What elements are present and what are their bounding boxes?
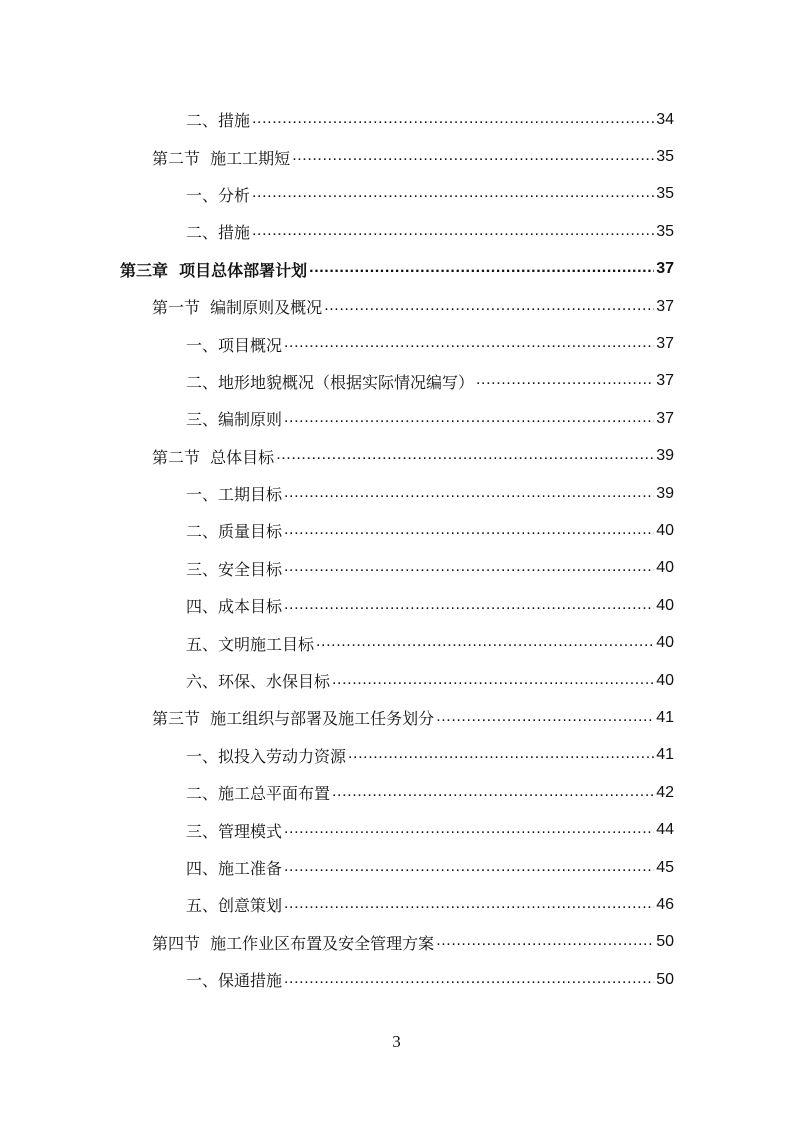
toc-entry-title: 三、安全目标 (186, 559, 283, 579)
toc-subsection-entry[interactable] (0, 624, 793, 661)
toc-subsection-entry[interactable] (0, 886, 793, 923)
toc-subsection-entry[interactable] (0, 961, 793, 998)
toc-entry-page: 37 (656, 409, 674, 427)
dot-leader (284, 521, 654, 539)
dot-leader (348, 745, 654, 763)
toc-entry-page: 50 (656, 933, 674, 951)
dot-leader (436, 708, 654, 726)
toc-entry-page: 35 (656, 222, 674, 240)
dot-leader (284, 895, 654, 913)
toc-entry-title: 三、编制原则 (186, 410, 283, 430)
dot-leader (476, 371, 654, 389)
dot-leader (284, 970, 654, 988)
dot-leader (276, 446, 654, 464)
dot-leader (284, 558, 654, 576)
dot-leader (252, 110, 654, 128)
toc-entry-title: 一、拟投入劳动力资源 (186, 746, 347, 766)
toc-entry-title: 二、措施 (186, 223, 251, 243)
toc-entry-title: 四、施工准备 (186, 859, 283, 878)
dot-leader (284, 409, 654, 427)
toc-entry-title: 四、成本目标 (186, 597, 283, 617)
toc-entry-page: 40 (656, 596, 674, 614)
toc-entry-title: 三、管理模式 (186, 821, 283, 841)
toc-subsection-entry[interactable] (0, 325, 793, 362)
toc-entry-page: 37 (656, 260, 674, 278)
toc-entry-title: 第二节 施工工期短 (152, 148, 291, 168)
dot-leader (324, 297, 654, 315)
dot-leader (284, 596, 654, 614)
toc-subsection-entry[interactable] (0, 400, 793, 437)
toc-entry-page: 39 (656, 447, 674, 465)
dot-leader (316, 633, 654, 651)
toc-entry-title: 第三节 施工组织与部署及施工任务划分 (152, 709, 435, 729)
toc-subsection-entry[interactable] (0, 550, 793, 587)
toc-entry-page: 34 (656, 110, 674, 128)
toc-subsection-entry[interactable] (0, 363, 793, 400)
toc-entry-page: 37 (656, 335, 674, 353)
dot-leader (284, 858, 654, 876)
toc-entry-page: 40 (656, 521, 674, 539)
toc-entry-title: 一、工期目标 (186, 485, 283, 505)
dot-leader (332, 783, 654, 801)
toc-section-entry[interactable] (0, 438, 793, 475)
toc-entry-title: 一、项目概况 (186, 335, 283, 355)
toc-subsection-entry[interactable] (0, 849, 793, 886)
toc-entry-title: 二、措施 (186, 111, 251, 131)
toc-chapter-entry[interactable] (0, 251, 793, 288)
toc-entry-page: 41 (656, 746, 674, 764)
toc-entry-page: 46 (656, 895, 674, 913)
dot-leader (309, 259, 654, 277)
toc-entry-page: 40 (656, 559, 674, 577)
table-of-contents (0, 101, 793, 998)
toc-entry-page: 45 (656, 858, 674, 876)
toc-entry-title: 六、环保、水保目标 (186, 672, 331, 692)
toc-section-entry[interactable] (0, 288, 793, 325)
toc-entry-title: 五、创意策划 (186, 896, 283, 916)
dot-leader (284, 334, 654, 352)
toc-subsection-entry[interactable] (0, 176, 793, 213)
toc-entry-title: 第一节 编制原则及概况 (152, 298, 323, 318)
toc-entry-title: 一、分析 (186, 185, 251, 205)
dot-leader (332, 671, 654, 689)
toc-entry-title: 第二节 总体目标 (152, 447, 275, 467)
toc-entry-page: 37 (656, 297, 674, 315)
toc-entry-page: 40 (656, 634, 674, 652)
dot-leader (436, 932, 654, 950)
dot-leader (252, 184, 654, 202)
toc-entry-page: 35 (656, 148, 674, 166)
toc-entry-title: 第三章 项目总体部署计划 (120, 260, 308, 280)
toc-section-entry[interactable] (0, 924, 793, 961)
dot-leader (252, 222, 654, 240)
toc-section-entry[interactable] (0, 699, 793, 736)
toc-subsection-entry[interactable] (0, 811, 793, 848)
toc-entry-title: 第四节 施工作业区布置及安全管理方案 (152, 933, 435, 953)
dot-leader (284, 484, 654, 502)
toc-entry-page: 37 (656, 372, 674, 390)
toc-entry-page: 44 (656, 821, 674, 839)
toc-subsection-entry[interactable] (0, 475, 793, 512)
toc-entry-title: 五、文明施工目标 (186, 634, 315, 654)
toc-entry-title: 二、地形地貌概况（根据实际情况编写） (186, 372, 475, 392)
toc-subsection-entry[interactable] (0, 213, 793, 250)
toc-entry-page: 40 (656, 671, 674, 689)
toc-subsection-entry[interactable] (0, 737, 793, 774)
toc-section-entry[interactable] (0, 138, 793, 175)
toc-subsection-entry[interactable] (0, 774, 793, 811)
dot-leader (284, 820, 654, 838)
toc-subsection-entry[interactable] (0, 587, 793, 624)
toc-entry-page: 50 (656, 970, 674, 988)
page-number: 3 (392, 1032, 401, 1051)
toc-entry-title: 二、质量目标 (186, 522, 283, 542)
toc-subsection-entry[interactable] (0, 662, 793, 699)
toc-entry-page: 35 (656, 185, 674, 203)
toc-subsection-entry[interactable] (0, 512, 793, 549)
toc-entry-title: 一、保通措施 (186, 971, 283, 991)
toc-entry-title: 二、施工总平面布置 (186, 784, 331, 804)
toc-entry-page: 41 (656, 708, 674, 726)
toc-entry-page: 39 (656, 484, 674, 502)
toc-entry-page: 42 (656, 783, 674, 801)
dot-leader (292, 147, 654, 165)
toc-subsection-entry[interactable] (0, 101, 793, 138)
